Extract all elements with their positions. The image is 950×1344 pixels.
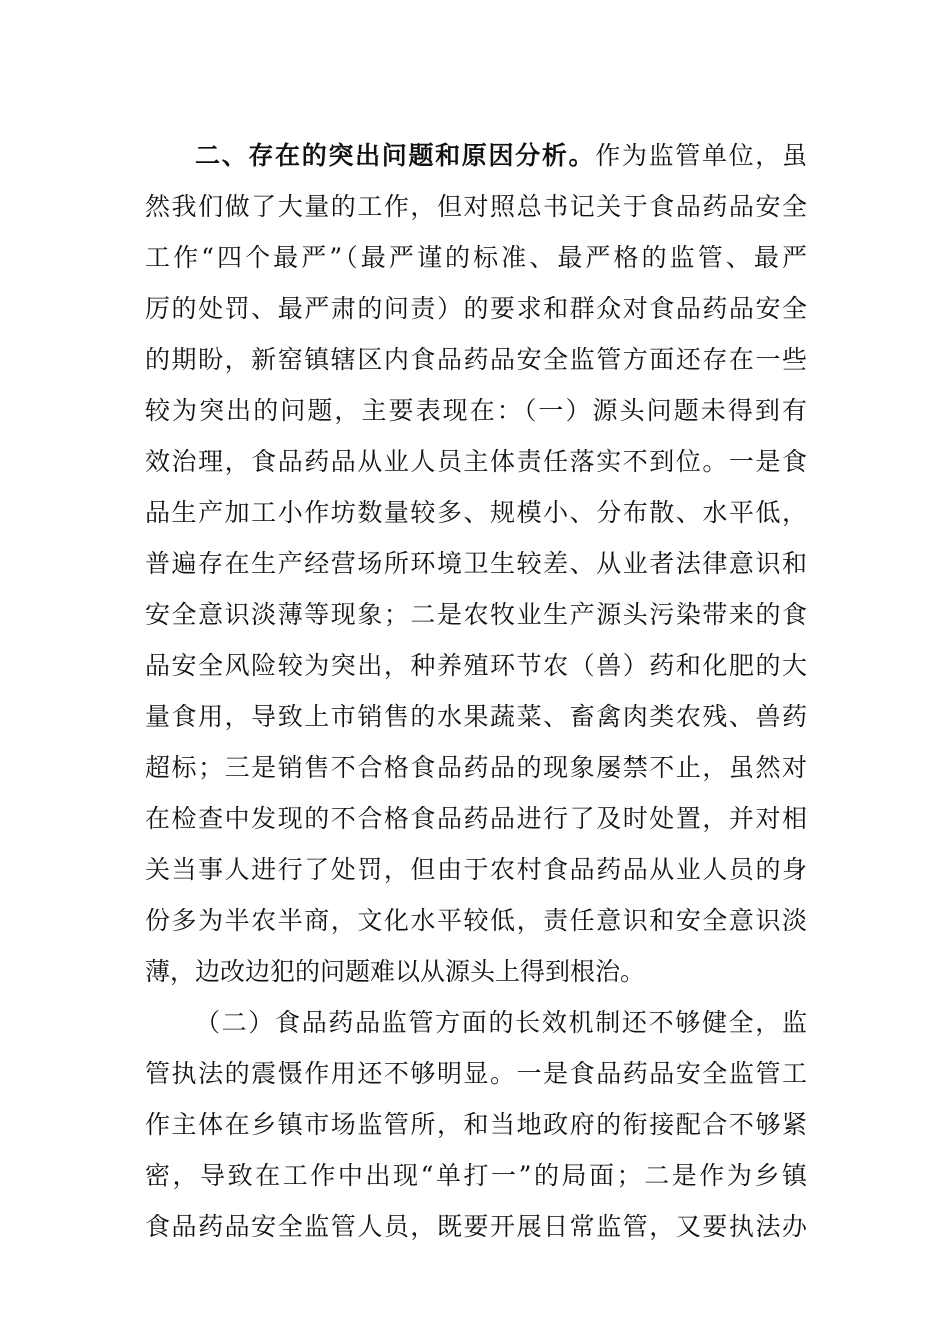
paragraph-1-line: 品安全风险较为突出，种养殖环节农（兽）药和化肥的大: [145, 651, 807, 680]
paragraph-1-line: 份多为半农半商，文化水平较低，责任意识和安全意识淡: [145, 906, 807, 935]
paragraph-1-line: 超标；三是销售不合格食品药品的现象屡禁不止，虽然对: [145, 753, 807, 782]
paragraph-1-line: 的期盼，新窑镇辖区内食品药品安全监管方面还存在一些: [145, 345, 807, 374]
paragraph-1-line-last: 薄，边改边犯的问题难以从源头上得到根治。: [145, 957, 646, 986]
paragraph-1-line: 在检查中发现的不合格食品药品进行了及时处置，并对相: [145, 804, 807, 833]
section-heading: 二、存在的突出问题和原因分析。: [195, 141, 596, 170]
document-page: [145, 130, 807, 1252]
paragraph-1-line: 然我们做了大量的工作，但对照总书记关于食品药品安全: [145, 192, 807, 221]
paragraph-1-line: 品生产加工小作坊数量较多、规模小、分布散、水平低，: [145, 498, 807, 527]
paragraph-1-text: 作为监管单位，虽: [595, 141, 807, 170]
paragraph-2-line: 密，导致在工作中出现“单打一”的局面；二是作为乡镇: [145, 1161, 807, 1190]
paragraph-2-line: 管执法的震慑作用还不够明显。一是食品药品安全监管工: [145, 1059, 807, 1088]
paragraph-2-line: 作主体在乡镇市场监管所，和当地政府的衔接配合不够紧: [145, 1110, 807, 1139]
paragraph-1-line: 效治理，食品药品从业人员主体责任落实不到位。一是食: [145, 447, 807, 476]
paragraph-1-line: 量食用，导致上市销售的水果蔬菜、畜禽肉类农残、兽药: [145, 702, 807, 731]
paragraph-1-line: 关当事人进行了处罚，但由于农村食品药品从业人员的身: [145, 855, 807, 884]
paragraph-1-line: 厉的处罚、最严肃的问责）的要求和群众对食品药品安全: [145, 294, 807, 323]
paragraph-1-line: 工作“四个最严”（最严谨的标准、最严格的监管、最严: [145, 243, 807, 272]
paragraph-1-line: 较为突出的问题，主要表现在：（一）源头问题未得到有: [145, 396, 807, 425]
paragraph-2-line: 食品药品安全监管人员，既要开展日常监管，又要执法办: [145, 1212, 807, 1241]
paragraph-1-line: 安全意识淡薄等现象；二是农牧业生产源头污染带来的食: [145, 600, 807, 629]
paragraph-2-line-1: （二）食品药品监管方面的长效机制还不够健全，监: [195, 1008, 807, 1037]
paragraph-1-line-1: [145, 130, 807, 181]
paragraph-1-line: 普遍存在生产经营场所环境卫生较差、从业者法律意识和: [145, 549, 807, 578]
